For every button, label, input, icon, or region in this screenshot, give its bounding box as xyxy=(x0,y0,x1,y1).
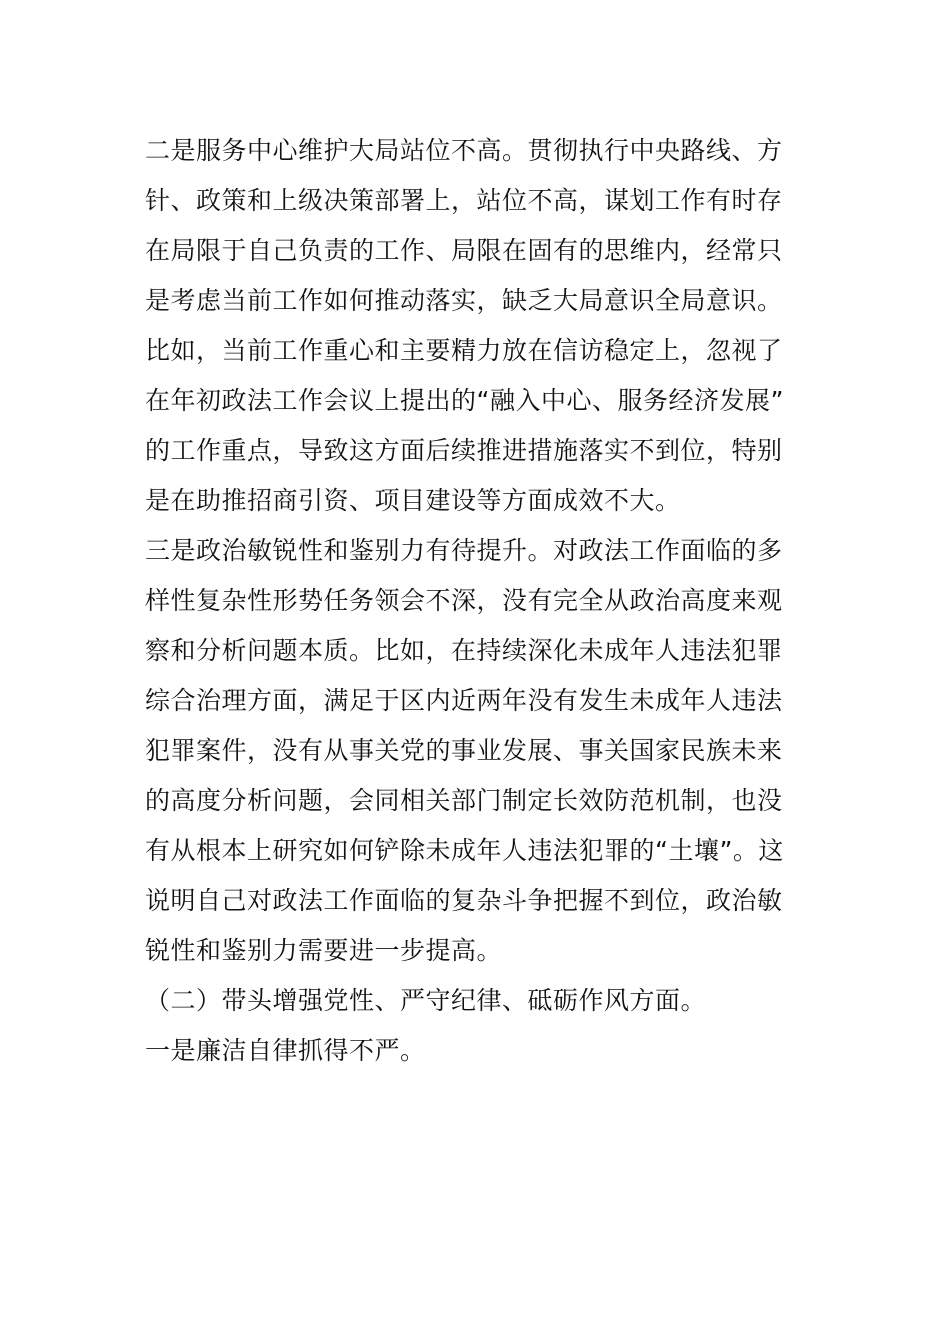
text-line: 在局限于自己负责的工作、局限在固有的思维内，经常只 xyxy=(145,236,783,265)
text-line: 二是服务中心维护大局站位不高。贯彻执行中央路线、方 xyxy=(145,136,783,165)
text-line: 综合治理方面，满足于区内近两年没有发生未成年人违法 xyxy=(145,686,783,715)
text-line: 是在助推招商引资、项目建设等方面成效不大。 xyxy=(145,486,681,515)
text-line: 比如，当前工作重心和主要精力放在信访稳定上，忽视了 xyxy=(145,336,783,365)
text-line: 锐性和鉴别力需要进一步提高。 xyxy=(145,936,503,965)
text-line: 犯罪案件，没有从事关党的事业发展、事关国家民族未来 xyxy=(145,736,783,765)
text-line: 的工作重点，导致这方面后续推进措施落实不到位，特别 xyxy=(145,436,783,465)
text-line: 有从根本上研究如何铲除未成年人违法犯罪的“土壤”。这 xyxy=(145,836,784,865)
text-line: 三是政治敏锐性和鉴别力有待提升。对政法工作面临的多 xyxy=(145,536,783,565)
text-line: 样性复杂性形势任务领会不深，没有完全从政治高度来观 xyxy=(145,586,783,615)
text-line: 察和分析问题本质。比如，在持续深化未成年人违法犯罪 xyxy=(145,636,783,665)
text-line: 是考虑当前工作如何推动落实，缺乏大局意识全局意识。 xyxy=(145,286,783,315)
section-heading: （二）带头增强党性、严守纪律、砥砺作风方面。 xyxy=(145,986,707,1015)
text-line: 针、政策和上级决策部署上，站位不高，谋划工作有时存 xyxy=(145,186,783,215)
text-line: 的高度分析问题，会同相关部门制定长效防范机制，也没 xyxy=(145,786,783,815)
text-line: 在年初政法工作会议上提出的“融入中心、服务经济发展” xyxy=(145,386,784,415)
text-line: 一是廉洁自律抓得不严。 xyxy=(145,1036,426,1065)
text-line: 说明自己对政法工作面临的复杂斗争把握不到位，政治敏 xyxy=(145,886,783,915)
body-text xyxy=(145,126,810,1076)
